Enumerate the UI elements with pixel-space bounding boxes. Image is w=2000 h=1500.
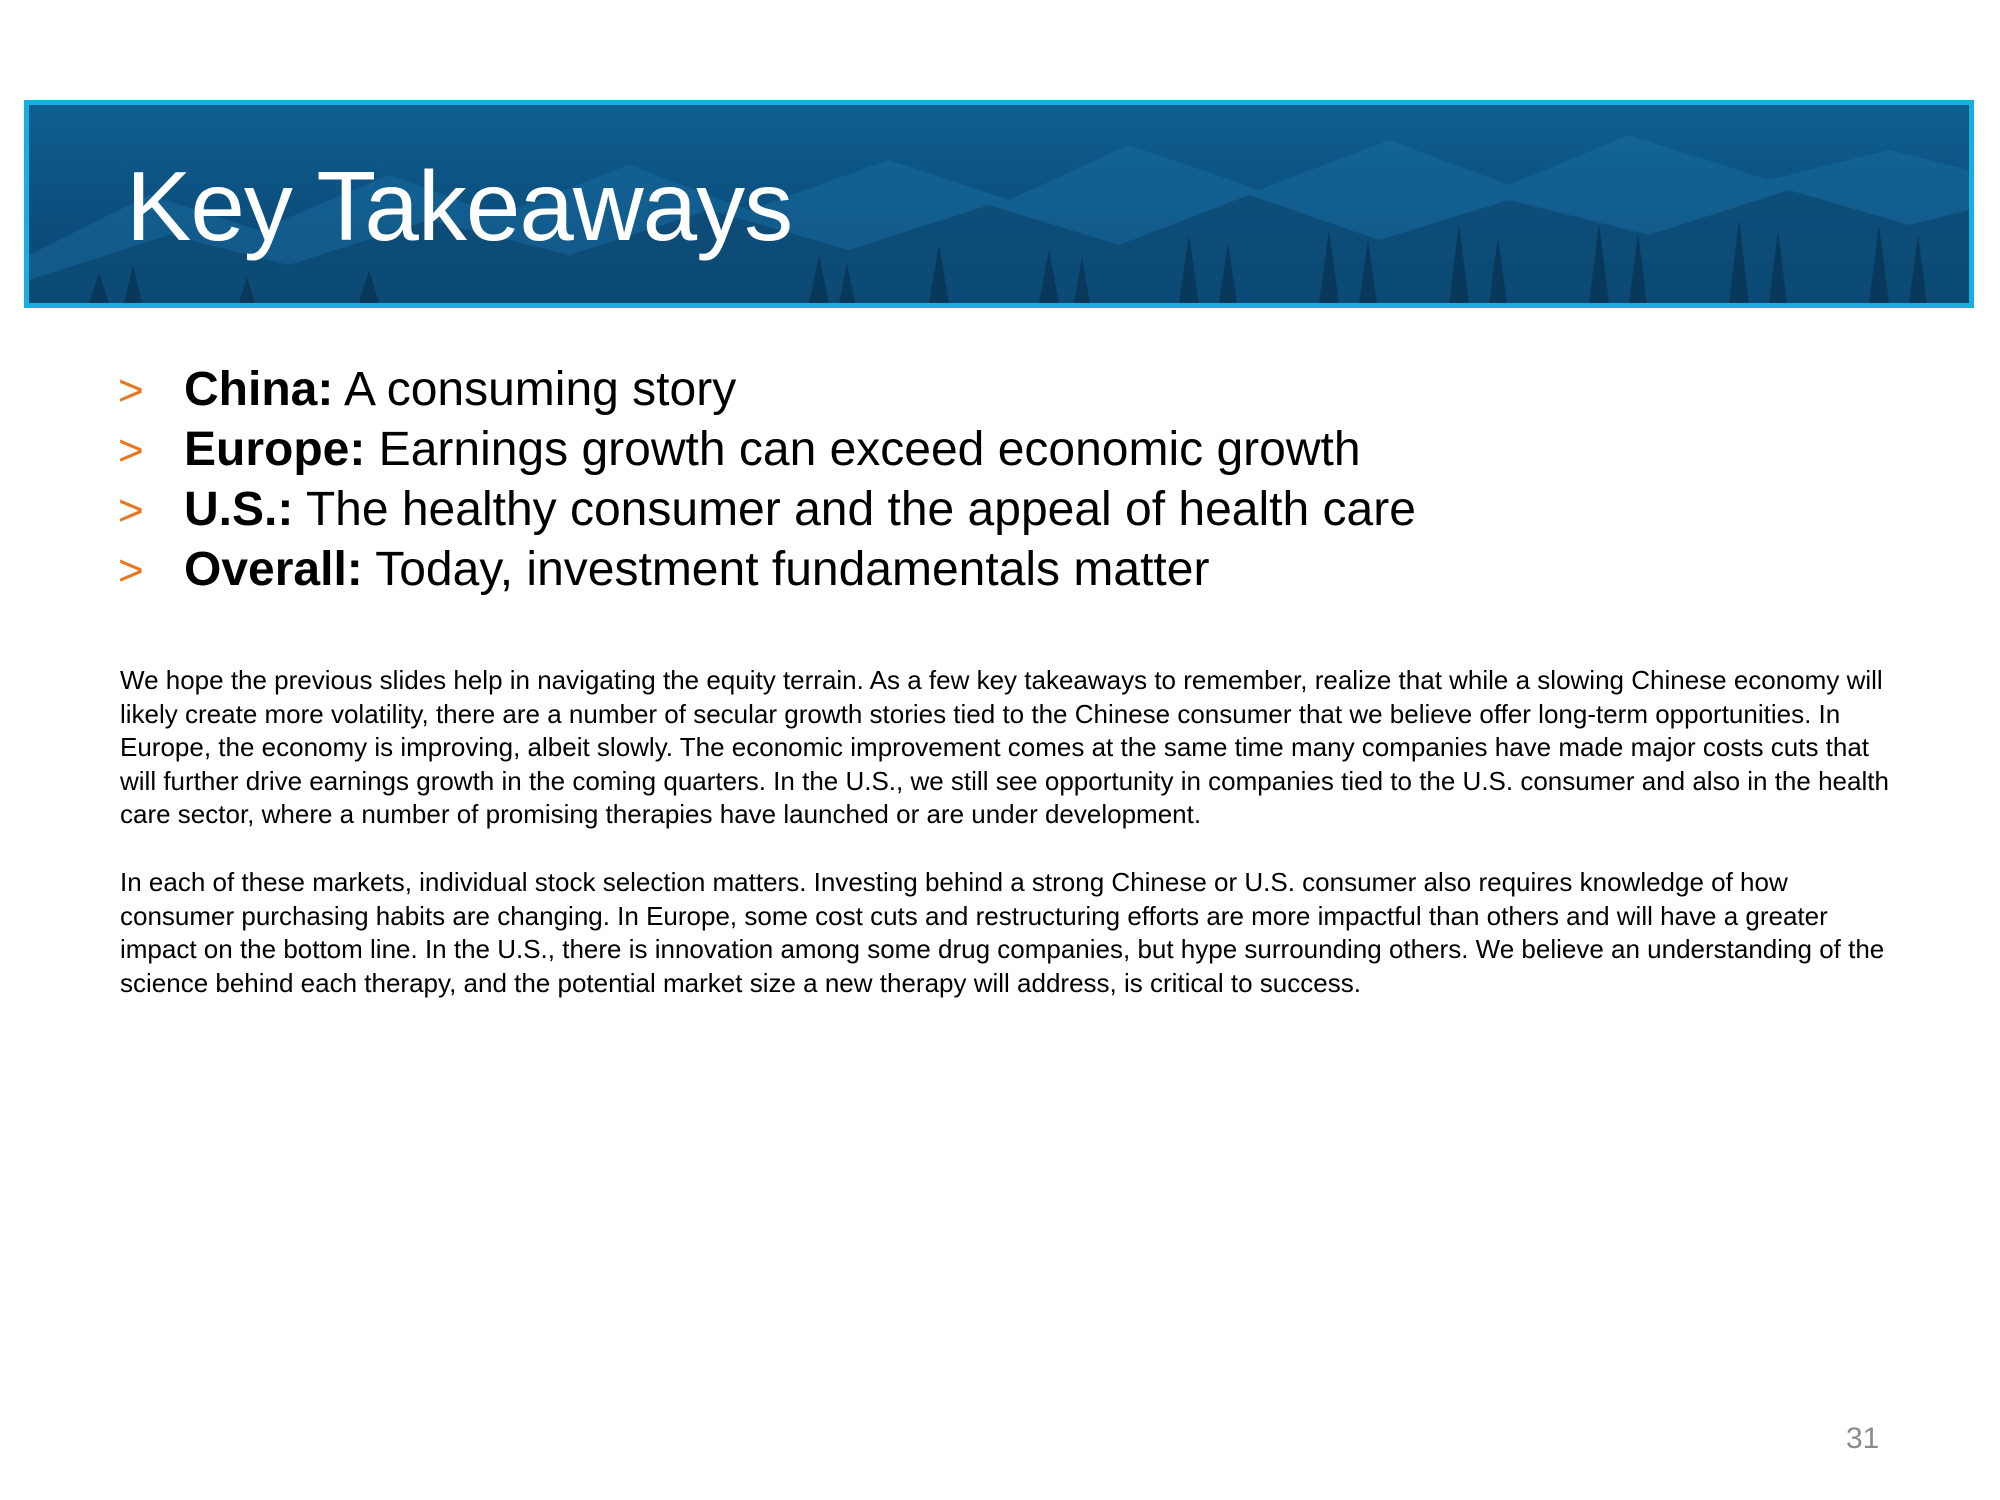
- title-banner: [24, 100, 1974, 308]
- takeaway-text: The healthy consumer and the appeal of health care: [293, 483, 1416, 536]
- takeaway-text: A consuming story: [333, 363, 737, 416]
- takeaway-list: [118, 360, 1416, 600]
- takeaway-text: Today, investment fundamentals matter: [362, 543, 1210, 596]
- chevron-right-icon: >: [118, 366, 144, 415]
- takeaway-text: Earnings growth can exceed economic growth: [365, 423, 1361, 476]
- takeaway-us: [118, 480, 1416, 540]
- chevron-right-icon: >: [118, 486, 144, 535]
- takeaway-overall: [118, 540, 1416, 600]
- takeaway-label: China:: [184, 363, 334, 416]
- chevron-right-icon: >: [118, 426, 144, 475]
- summary-paragraph-2: In each of these markets, individual stock selection matters. Investing behind a strong Chinese or U.S. consumer also requires knowledge of how consumer purchasing habits are changing. In Europe, some cost cuts and restructuring efforts are more impactful than others and will have a greater impact on the bottom line. In the U.S., there is innovation among some drug companies, but hype surrounding others. We believe an understanding of the science behind each therapy, and the potential market size a new therapy will address, is critical to success.: [120, 867, 1885, 998]
- takeaway-label: Overall:: [184, 543, 363, 596]
- takeaway-europe: [118, 420, 1416, 480]
- takeaway-china: [118, 360, 1416, 420]
- page-number: 31: [1846, 1422, 1880, 1455]
- takeaway-label: U.S.:: [184, 483, 294, 536]
- takeaway-label: Europe:: [184, 423, 366, 476]
- chevron-right-icon: >: [118, 546, 144, 595]
- summary-paragraph-1: We hope the previous slides help in navigating the equity terrain. As a few key takeaways to remember, realize that while a slowing Chinese economy will likely create more volatility, there are a number of secular growth stories tied to the Chinese consumer that we believe offer long-term opportunities. In Europe, the economy is improving, albeit slowly. The economic improvement comes at the same time many companies have made major costs cuts that will further drive earnings growth in the coming quarters. In the U.S., we still see opportunity in companies tied to the U.S. consumer and also in the health care sector, where a number of promising therapies have launched or are under development.: [120, 665, 1889, 829]
- slide-title: Key Takeaways: [126, 151, 793, 261]
